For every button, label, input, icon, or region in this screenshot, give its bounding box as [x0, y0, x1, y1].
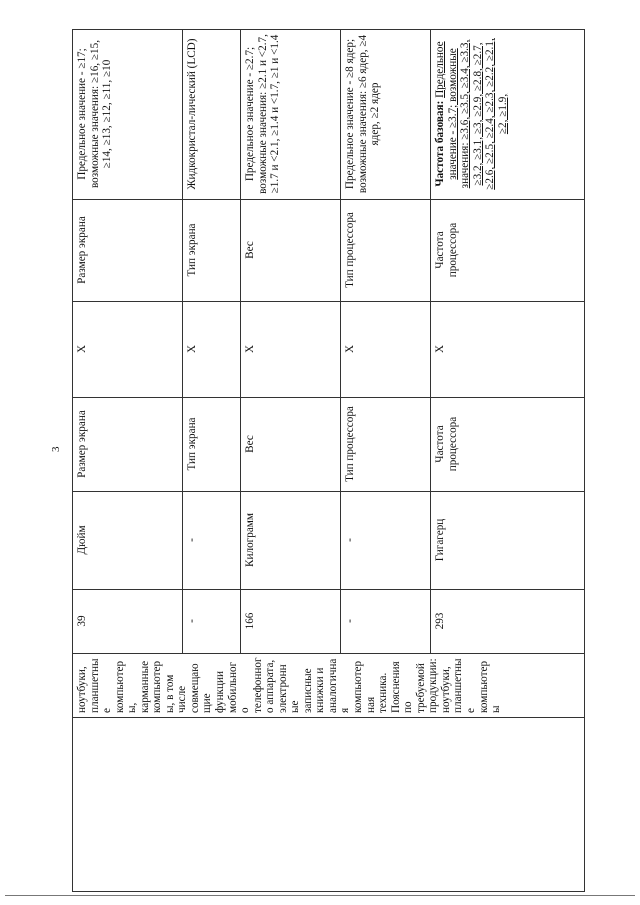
rotated-table-wrapper — [72, 30, 584, 892]
code-cell: - — [183, 590, 241, 654]
characteristic-name-cell: Частота процессора — [431, 398, 585, 492]
code-cell: 166 — [241, 590, 341, 654]
code-cell: 39 — [73, 590, 183, 654]
table-row — [73, 30, 183, 892]
characteristic-value-cell — [431, 30, 585, 200]
empty-cell — [73, 718, 585, 892]
characteristic-value-cell: Жидкокристал-лический (LCD) — [183, 30, 241, 200]
characteristic-value-cell: Предельное значение - ≥2.7; возможные значения: ≥2.1 и <2.7, ≥1.7 и <2.1, ≥1.4 и <1.7, ≥1 и <1.4 — [241, 30, 341, 200]
unit-cell: Килограмм — [241, 492, 341, 590]
value-text: Предельное значение - ≥3.7; возможные значения: ≥3.6, ≥3.5, ≥3.4, ≥3.3, ≥3.2, ≥3.1, ≥3, ≥2.9, ≥2.8, ≥2.7, ≥2.6, ≥2.5, ≥2.4, ≥2.3, ≥2.2, ≥2.1, ≥2, ≥1.9, — [434, 38, 509, 190]
product-description-cell: ноутбуки, планшетные компьютеры, карманные компьютеры, в том числе совмещающие функции мобильного телефонного аппарата, электронные записные книжки и аналогичная компьютерная техника. Пояснения по требуемой продукции: ноутбуки, планшетные компьютеры — [73, 654, 585, 718]
mark-cell: Х — [183, 302, 241, 398]
characteristic-name-cell: Вес — [241, 200, 341, 302]
mark-cell: Х — [431, 302, 585, 398]
bottom-rule — [5, 895, 635, 896]
mark-cell: Х — [341, 302, 431, 398]
characteristic-name-cell: Размер экрана — [73, 200, 183, 302]
unit-cell: Гигагерц — [431, 492, 585, 590]
characteristic-name-cell: Размер экрана — [73, 398, 183, 492]
characteristic-name-cell: Вес — [241, 398, 341, 492]
characteristics-table — [72, 29, 585, 892]
characteristic-value-cell: Предельное значение - ≥8 ядер; возможные значения: ≥6 ядер, ≥4 ядер, ≥2 ядер — [341, 30, 431, 200]
characteristic-name-cell: Тип процессора — [341, 200, 431, 302]
mark-cell: Х — [73, 302, 183, 398]
characteristic-name-cell: Тип процессора — [341, 398, 431, 492]
unit-cell: Дюйм — [73, 492, 183, 590]
mark-cell: Х — [241, 302, 341, 398]
unit-cell: - — [341, 492, 431, 590]
code-cell: - — [341, 590, 431, 654]
characteristic-name-cell: Тип экрана — [183, 200, 241, 302]
page-number: 3 — [50, 446, 62, 452]
characteristic-name-cell: Частота процессора — [431, 200, 585, 302]
characteristic-value-cell: Предельное значение - ≥17; возможные значения: ≥16, ≥15, ≥14, ≥13, ≥12, ≥11, ≥10 — [73, 30, 183, 200]
characteristic-name-cell: Тип экрана — [183, 398, 241, 492]
code-cell: 293 — [431, 590, 585, 654]
value-title: Частота базовая: — [434, 100, 446, 187]
unit-cell: - — [183, 492, 241, 590]
